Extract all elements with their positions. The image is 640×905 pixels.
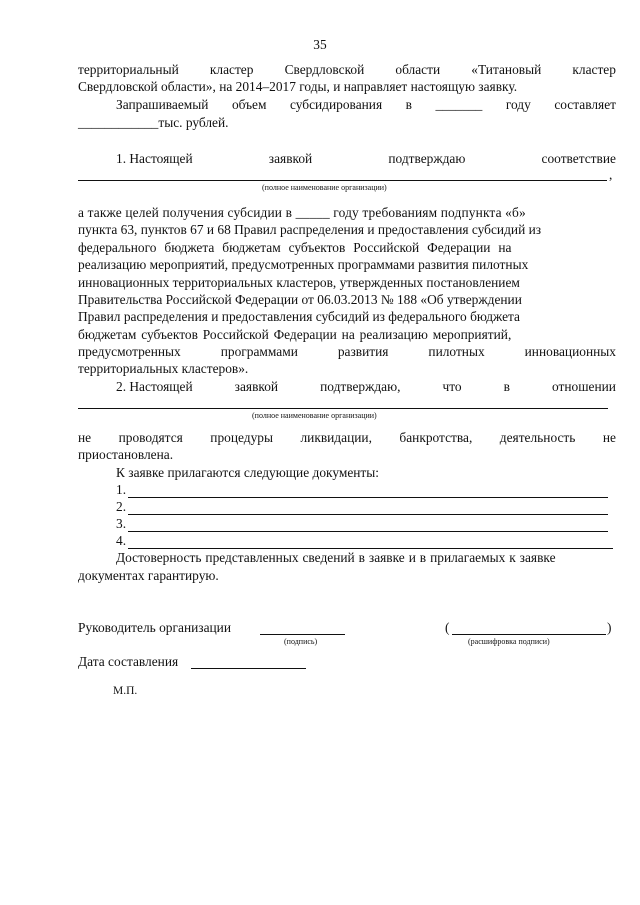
open-paren: ( <box>445 620 450 635</box>
page-number: 35 <box>313 37 327 52</box>
p2-line2: а также целей получения субсидии в _____ году требованиям подпункта «б» <box>78 205 526 220</box>
p2-line11: территориальных кластеров». <box>78 361 249 376</box>
word: отношении <box>551 379 616 394</box>
guarantee-line2: документах гарантирую. <box>78 568 219 583</box>
p2-line5: реализацию мероприятий, предусмотренных программами развития пилотных <box>78 257 529 272</box>
document-line-2[interactable] <box>128 514 608 515</box>
word: в <box>503 379 510 394</box>
date-label: Дата составления <box>78 654 179 669</box>
word: не <box>602 430 616 445</box>
word: развития <box>337 344 389 359</box>
word: заявкой <box>268 151 313 166</box>
word: Запрашиваемый <box>116 97 209 112</box>
word: подтверждаю, <box>320 379 401 394</box>
word: банкротства, <box>399 430 473 445</box>
documents-intro: К заявке прилагаются следующие документы: <box>116 465 380 480</box>
word: Свердловской <box>284 62 365 77</box>
word: предусмотренных <box>78 344 181 359</box>
document-item-4: 4. <box>116 533 127 548</box>
signature-decode-caption: (расшифровка подписи) <box>468 637 550 646</box>
word: инновационных <box>524 344 616 359</box>
stamp-place: М.П. <box>113 685 138 697</box>
p1-line3 <box>116 97 616 113</box>
p2-line10 <box>78 344 616 360</box>
document-item-1: 1. <box>116 482 127 497</box>
word: 2. Настоящей <box>116 379 193 394</box>
document-line-4[interactable] <box>128 548 613 549</box>
p3-line2 <box>78 430 616 446</box>
p2-line3: пункта 63, пунктов 67 и 68 Правил распределения и предоставления субсидий из <box>78 222 542 237</box>
p3-line1 <box>116 379 616 395</box>
word: 1. Настоящей <box>116 151 193 166</box>
document-line-3[interactable] <box>128 531 608 532</box>
date-line[interactable] <box>191 668 306 669</box>
p1-line2: Свердловской области», на 2014–2017 годы, и направляет настоящую заявку. <box>78 79 518 94</box>
word: объем <box>231 97 267 112</box>
organization-name-line-1[interactable] <box>78 180 607 181</box>
word: кластер <box>572 62 616 77</box>
p2-line7: Правительства Российской Федерации от 06.03.2013 № 188 «Об утверждении <box>78 292 522 307</box>
signature-caption: (подпись) <box>284 637 318 646</box>
word: заявкой <box>234 379 279 394</box>
word: области <box>395 62 441 77</box>
p1-line4: ____________тыс. рублей. <box>78 115 229 130</box>
signature-decode-line[interactable] <box>452 634 606 635</box>
word: составляет <box>554 97 616 112</box>
p2-line6: инновационных территориальных кластеров, утвержденных постановлением <box>78 275 520 290</box>
word: году <box>505 97 531 112</box>
p1-line1 <box>78 62 616 78</box>
word: кластер <box>209 62 254 77</box>
comma: , <box>609 167 613 182</box>
organization-name-line-2[interactable] <box>78 408 608 409</box>
p2-line1 <box>116 151 616 167</box>
word: _______ <box>435 97 483 112</box>
organization-name-caption-1: (полное наименование организации) <box>262 183 387 192</box>
document-line-1[interactable] <box>128 497 608 498</box>
word: программами <box>220 344 298 359</box>
word: «Титановый <box>471 62 542 77</box>
p2-line8: Правил распределения и предоставления субсидий из федерального бюджета <box>78 309 520 324</box>
word: пилотных <box>428 344 485 359</box>
p2-line9: бюджетам субъектов Российской Федерации на реализацию мероприятий, <box>78 327 512 342</box>
signature-line[interactable] <box>260 634 345 635</box>
word: ликвидации, <box>300 430 372 445</box>
organization-name-caption-2: (полное наименование организации) <box>252 411 377 420</box>
word: субсидирования <box>289 97 383 112</box>
p2-line4: федерального бюджета бюджетам субъектов Российской Федерации на <box>78 240 512 255</box>
document-item-3: 3. <box>116 516 127 531</box>
word: в <box>405 97 412 112</box>
word: проводятся <box>118 430 183 445</box>
word: территориальный <box>78 62 179 77</box>
head-label: Руководитель организации <box>78 620 232 635</box>
p3-line3: приостановлена. <box>78 447 174 462</box>
word: не <box>78 430 92 445</box>
word: деятельность <box>499 430 576 445</box>
word: процедуры <box>210 430 273 445</box>
word: подтверждаю <box>388 151 466 166</box>
word: соответствие <box>541 151 616 166</box>
document-item-2: 2. <box>116 499 127 514</box>
guarantee-line1: Достоверность представленных сведений в заявке и в прилагаемых к заявке <box>116 550 556 565</box>
close-paren: ) <box>607 620 612 635</box>
word: что <box>442 379 462 394</box>
